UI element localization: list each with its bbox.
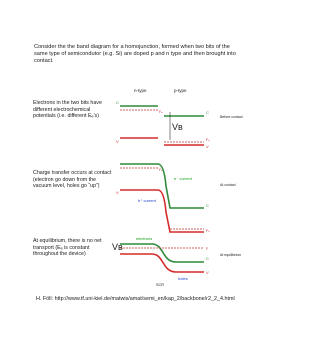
e-current-label: e⁻ current [174,176,192,181]
vb-label-equilibrium: Vʙ [112,242,123,252]
panel-equilibrium [112,236,241,286]
slide-title: Consider the the band diagram for a homojunction, formed when two bits of the same type of semicondutor (e.g. Si) are doped p and n type and then brought into contact. [34,44,236,64]
fermi-label-left: Fₙ [159,110,163,114]
c-label-equilibrium: C [206,256,209,261]
h-current-label: h⁺ current [138,198,156,203]
c-label-right: C [206,110,209,115]
note-at-contact: At contact [220,183,236,187]
caption-before-contact: Electrons in the two bits have different electrochemical potentials (i.e. different Eₑ’s) [33,100,102,120]
fermi-label-equilibrium: F [206,247,209,251]
caption-at-equilibrium: At equilibrium, there is no net transport (Eₑ is constant throughout the device) [33,238,102,258]
panel-at-contact [116,164,236,233]
valence-band-contact [120,190,204,232]
panel-before-contact [116,100,243,149]
c-label-left: C [116,100,119,105]
v-label-equilibrium: V [206,270,209,275]
caption-at-contact: Charge transfer occurs at contact (electron go down from the vacuum level, holes go “up”) [33,170,112,190]
vb-label: Vʙ [172,122,183,132]
scr-label: SCR [156,283,165,286]
fermi-label-contact-left: Fₙ [159,168,163,172]
holes-label: holes [178,276,188,281]
band-diagram-figure [112,86,252,286]
electrons-label: electrons [136,236,153,241]
note-at-equilibrium: At equilibrium [220,253,242,257]
header-p-type: p-type [174,88,187,93]
c-label-contact: C [206,203,209,208]
fermi-label-right: Fₚ [206,138,210,142]
v-label-contact: V [116,190,119,195]
v-label-left: V [116,139,119,144]
v-label-right: V [206,144,209,149]
source-link[interactable]: H. Föll: http://www.tf.uni-kiel.de/matwis/amat/semi_en/kap_2/backbone/r2_2_4.html [36,296,235,302]
valence-band-equilibrium [120,254,204,272]
fermi-label-contact-right: Fₚ [206,229,210,233]
header-n-type: n-type [134,88,147,93]
conduction-band-equilibrium [120,244,204,262]
note-before-contact: Before contact [220,115,243,119]
